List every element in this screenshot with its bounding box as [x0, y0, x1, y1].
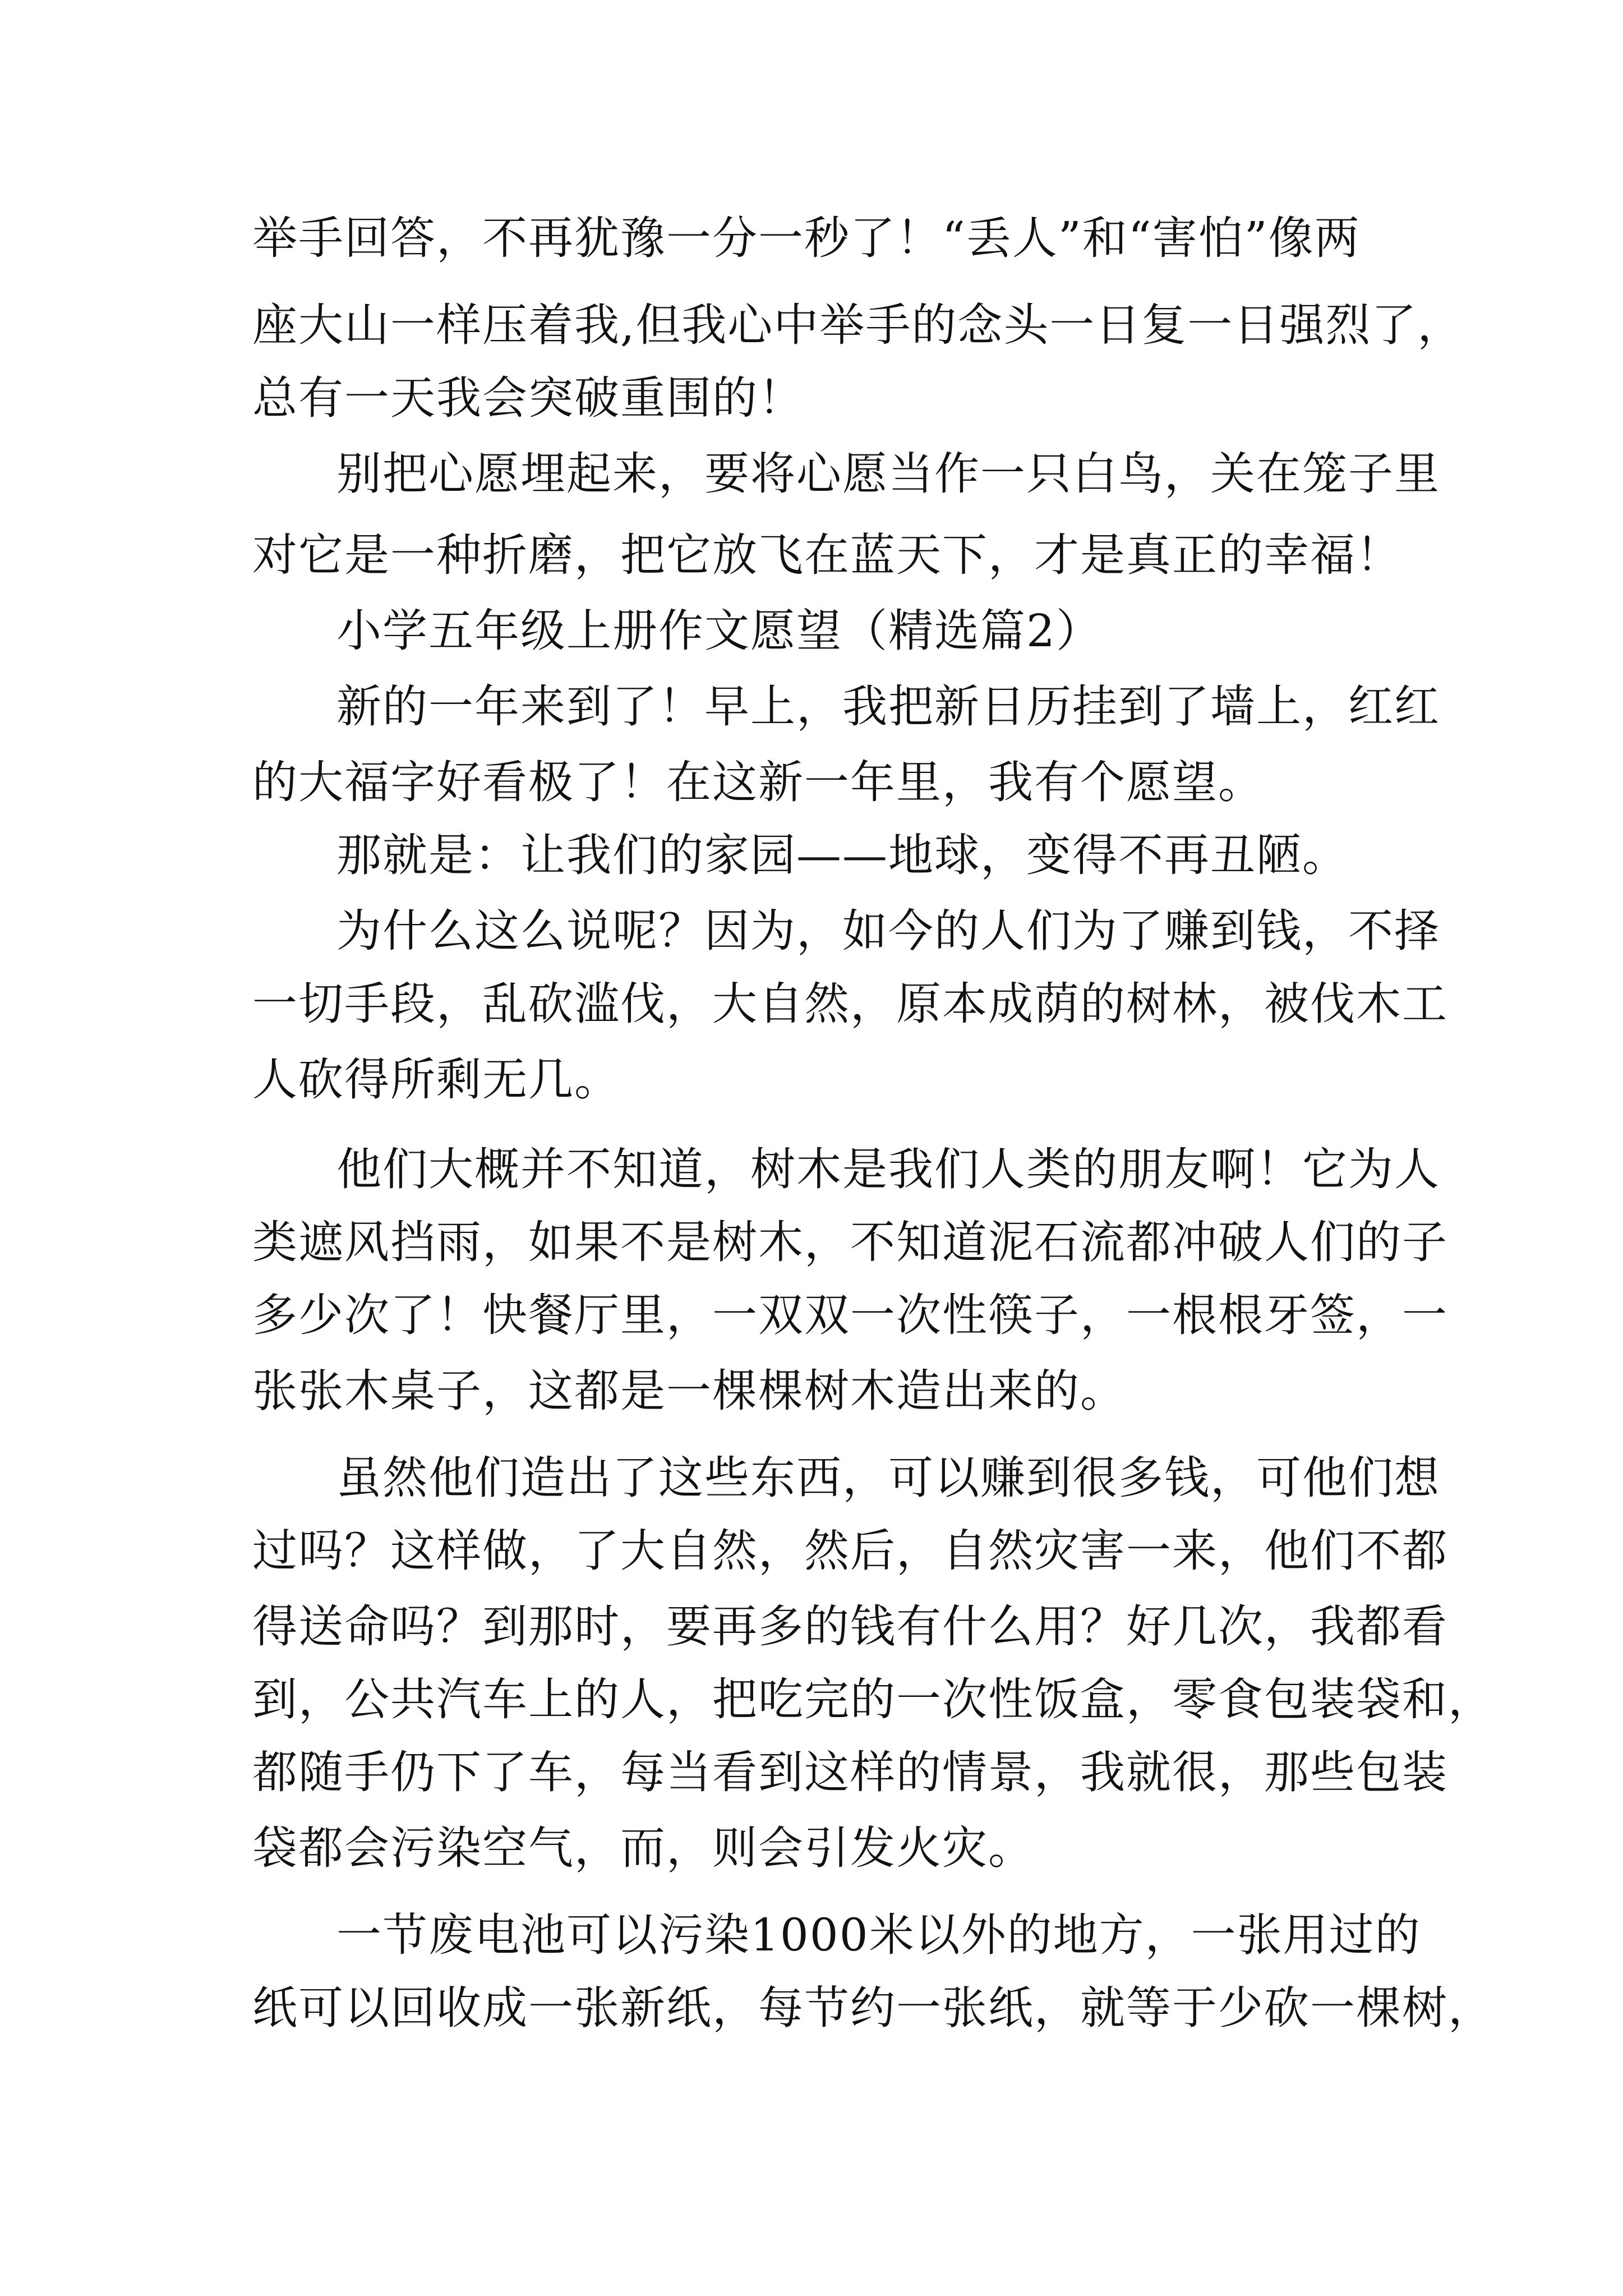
section-heading: 小学五年级上册作文愿望（精选篇2）	[336, 605, 1102, 657]
text-line: 座大山一样压着我,但我心中举手的念头一日复一日强烈了，	[252, 299, 1464, 351]
paragraph-first-line: 一节废电池可以污染1000米以外的地方，一张用过的	[336, 1909, 1421, 1961]
text-line: 人砍得所剩无几。	[252, 1053, 620, 1106]
text-line: 袋都会污染空气，而，则会引发火灾。	[252, 1822, 1034, 1874]
text-line: 类遮风挡雨，如果不是树木，不知道泥石流都冲破人们的子	[252, 1216, 1448, 1268]
paragraph-first-line: 别把心愿埋起来，要将心愿当作一只白鸟，关在笼子里	[336, 448, 1440, 500]
text-line: 举手回答，不再犹豫一分一秒了！“丢人”和“害怕”像两	[252, 212, 1361, 264]
paragraph-first-line: 那就是：让我们的家园——地球，变得不再丑陋。	[336, 829, 1348, 881]
paragraph-first-line: 为什么这么说呢？因为，如今的人们为了赚到钱，不择	[336, 905, 1440, 957]
paragraph-first-line: 他们大概并不知道，树木是我们人类的朋友啊！它为人	[336, 1143, 1440, 1195]
text-line: 纸可以回收成一张新纸，每节约一张纸，就等于少砍一棵树，	[252, 1982, 1494, 2034]
text-line: 对它是一种折磨，把它放飞在蓝天下，才是真正的幸福！	[252, 529, 1402, 581]
text-line: 张张木桌子，这都是一棵棵树木造出来的。	[252, 1365, 1126, 1417]
text-line: 过吗？这样做，了大自然，然后，自然灾害一来，他们不都	[252, 1525, 1448, 1577]
text-line: 都随手仍下了车，每当看到这样的情景，我就很，那些包装	[252, 1746, 1448, 1798]
paragraph-first-line: 新的一年来到了！早上，我把新日历挂到了墙上，红红	[336, 680, 1440, 733]
text-line: 得送命吗？到那时，要再多的钱有什么用？好几次，我都看	[252, 1600, 1448, 1653]
text-line: 到，公共汽车上的人，把吃完的一次性饭盒，零食包装袋和，	[252, 1673, 1494, 1726]
paragraph-first-line: 虽然他们造出了这些东西，可以赚到很多钱，可他们想	[336, 1452, 1440, 1504]
text-line: 一切手段，乱砍滥伐，大自然，原本成荫的树林，被伐木工	[252, 978, 1448, 1030]
text-line: 总有一天我会突破重围的！	[252, 372, 804, 424]
text-line: 的大福字好看极了！在这新一年里，我有个愿望。	[252, 756, 1264, 808]
text-line: 多少次了！快餐厅里，一双双一次性筷子，一根根牙签，一	[252, 1289, 1448, 1341]
